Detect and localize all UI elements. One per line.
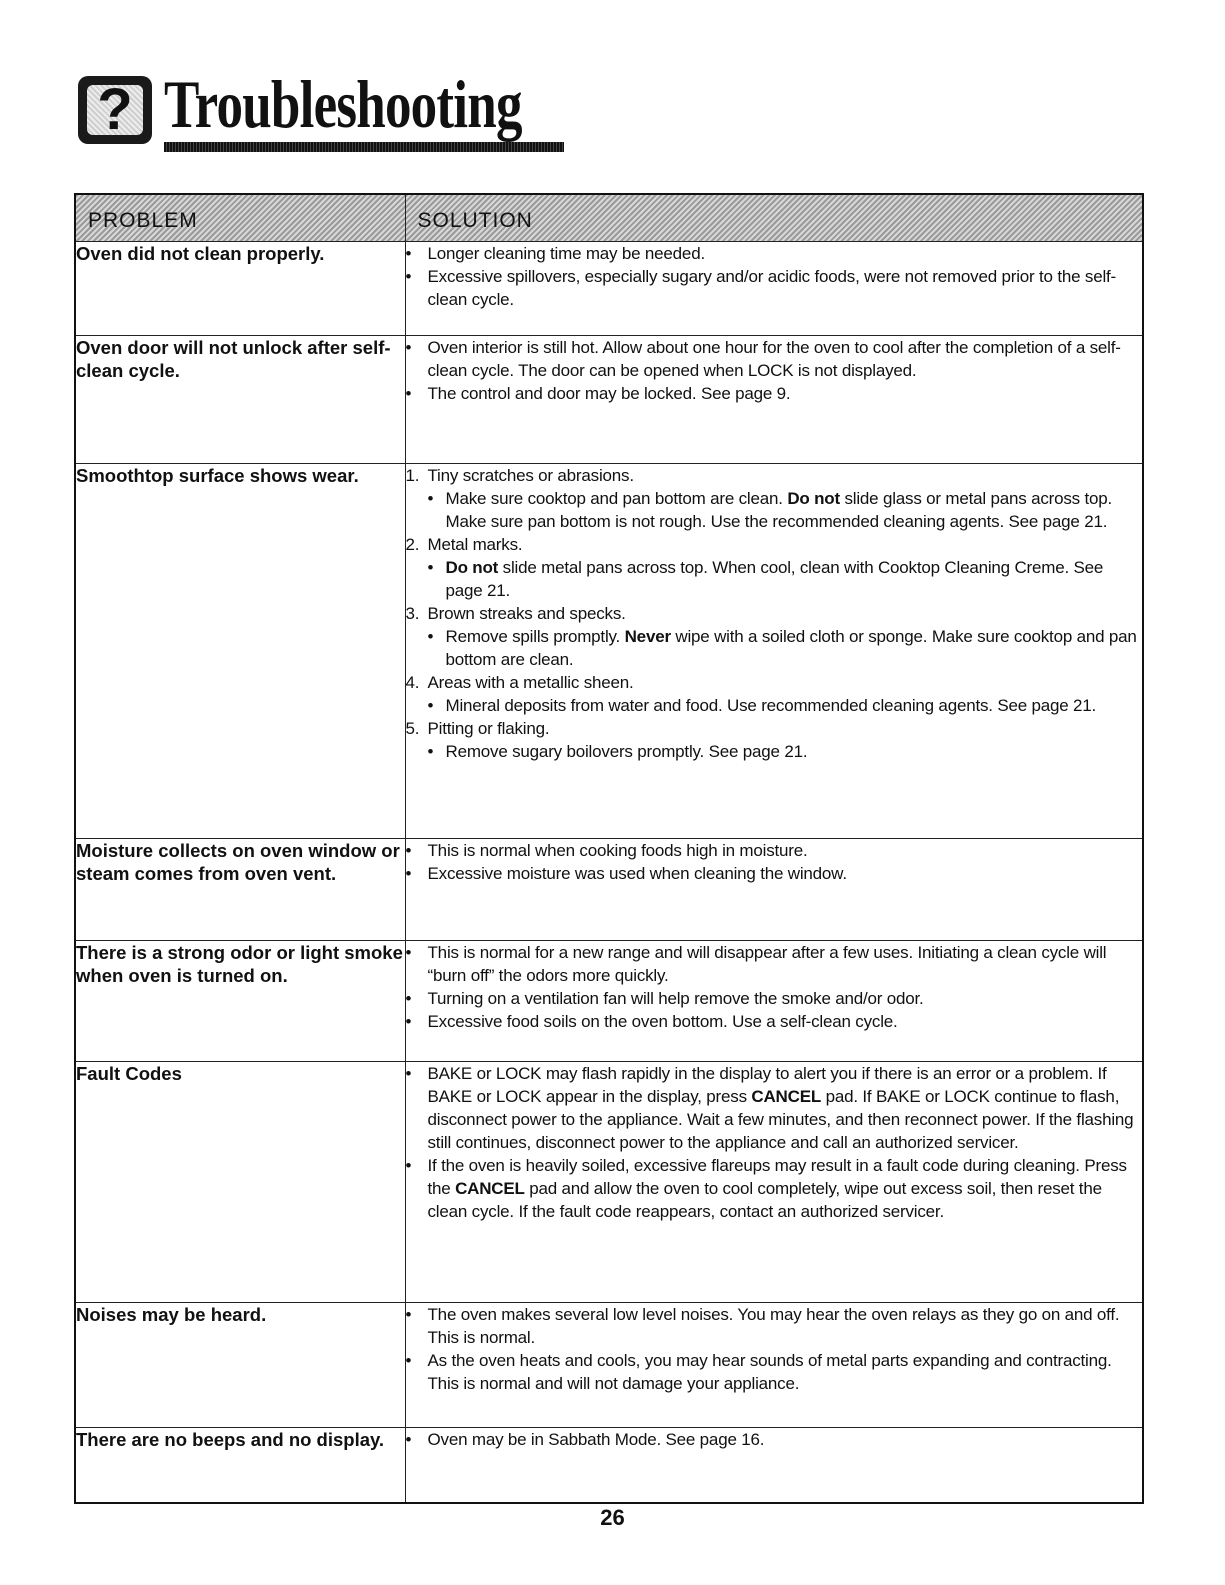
solution-cell [405, 839, 1143, 941]
problem-cell: Fault Codes [75, 1062, 405, 1303]
solution-item: • BAKE or LOCK may flash rapidly in the display to alert you if there is an error or a problem. If BAKE or LOCK appear in the display, press CANCEL pad. If BAKE or LOCK continue to flash, disconnect power to the appliance. Wait a few minutes, and then reconnect power. If the flashing still continues, disconnect power to the appliance and call an authorized servicer. [406, 1062, 1143, 1154]
solution-item: • Longer cleaning time may be needed. [406, 242, 1143, 265]
solution-item: • Do not slide metal pans across top. When cool, clean with Cooktop Cleaning Creme. See page 21. [428, 556, 1143, 602]
solution-item: • The oven makes several low level noises. You may hear the oven relays as they go on and off. This is normal. [406, 1303, 1143, 1349]
numbered-item: 1. Tiny scratches or abrasions. • Make sure cooktop and pan bottom are clean. Do not slide glass or metal pans across top. Make sure pan bottom is not rough. Use the recommended cleaning agents. See page 21. [406, 464, 1143, 533]
solution-item: • Make sure cooktop and pan bottom are clean. Do not slide glass or metal pans across top. Make sure pan bottom is not rough. Use the recommended cleaning agents. See page 21. [428, 487, 1143, 533]
table-row [75, 1062, 1143, 1303]
column-header-solution: SOLUTION [405, 194, 1143, 242]
numbered-item: 2. Metal marks. • Do not slide metal pans across top. When cool, clean with Cooktop Cleaning Creme. See page 21. [406, 533, 1143, 602]
solution-cell [405, 1062, 1143, 1303]
numbered-item: 4. Areas with a metallic sheen. • Mineral deposits from water and food. Use recommended cleaning agents. See page 21. [406, 671, 1143, 717]
solution-cell [405, 941, 1143, 1062]
solution-cell [405, 242, 1143, 336]
table-row [75, 242, 1143, 336]
problem-cell: There are no beeps and no display. [75, 1428, 405, 1503]
table-row [75, 464, 1143, 839]
solution-item: • As the oven heats and cools, you may hear sounds of metal parts expanding and contracting. This is normal and will not damage your appliance. [406, 1349, 1143, 1395]
solution-item: • This is normal for a new range and will disappear after a few uses. Initiating a clean cycle will “burn off” the odors more quickly. [406, 941, 1143, 987]
table-row [75, 839, 1143, 941]
solution-cell [405, 464, 1143, 839]
solution-item: • Remove spills promptly. Never wipe with a soiled cloth or sponge. Make sure cooktop and pan bottom are clean. [428, 625, 1143, 671]
problem-cell: Oven did not clean properly. [75, 242, 405, 336]
solution-item: • Oven interior is still hot. Allow about one hour for the oven to cool after the completion of a self-clean cycle. The door can be opened when LOCK is not displayed. [406, 336, 1143, 382]
solution-item: • Mineral deposits from water and food. Use recommended cleaning agents. See page 21. [428, 694, 1143, 717]
problem-cell: Oven door will not unlock after self-clean cycle. [75, 336, 405, 464]
table-row [75, 1303, 1143, 1428]
solution-cell [405, 336, 1143, 464]
problem-cell: Smoothtop surface shows wear. [75, 464, 405, 839]
page-title: Troubleshooting [164, 66, 522, 142]
column-header-problem: PROBLEM [75, 194, 405, 242]
table-header-row [75, 194, 1143, 242]
problem-cell: There is a strong odor or light smoke when oven is turned on. [75, 941, 405, 1062]
title-underline [164, 142, 564, 152]
problem-cell: Moisture collects on oven window or steam comes from oven vent. [75, 839, 405, 941]
question-mark-icon: ? [78, 76, 152, 144]
solution-item: • Remove sugary boilovers promptly. See page 21. [428, 740, 1143, 763]
solution-cell [405, 1303, 1143, 1428]
numbered-item: 3. Brown streaks and specks. • Remove spills promptly. Never wipe with a soiled cloth or sponge. Make sure cooktop and pan bottom are clean. [406, 602, 1143, 671]
solution-item: • If the oven is heavily soiled, excessive flareups may result in a fault code during cleaning. Press the CANCEL pad and allow the oven to cool completely, wipe out excess soil, then reset the clean cycle. If the fault code reappears, contact an authorized servicer. [406, 1154, 1143, 1223]
solution-item: • Excessive spillovers, especially sugary and/or acidic foods, were not removed prior to the self-clean cycle. [406, 265, 1143, 311]
numbered-item: 5. Pitting or flaking. • Remove sugary boilovers promptly. See page 21. [406, 717, 1143, 763]
solution-item: • Turning on a ventilation fan will help remove the smoke and/or odor. [406, 987, 1143, 1010]
solution-item: • Excessive food soils on the oven bottom. Use a self-clean cycle. [406, 1010, 1143, 1033]
table-row [75, 336, 1143, 464]
problem-cell: Noises may be heard. [75, 1303, 405, 1428]
troubleshooting-table [74, 193, 1144, 1504]
page-number: 26 [600, 1505, 625, 1530]
solution-item: • Oven may be in Sabbath Mode. See page 16. [406, 1428, 1143, 1451]
solution-item: • Excessive moisture was used when cleaning the window. [406, 862, 1143, 885]
solution-item: • This is normal when cooking foods high in moisture. [406, 839, 1143, 862]
solution-item: • The control and door may be locked. See page 9. [406, 382, 1143, 405]
solution-cell [405, 1428, 1143, 1503]
table-row [75, 941, 1143, 1062]
table-row [75, 1428, 1143, 1503]
